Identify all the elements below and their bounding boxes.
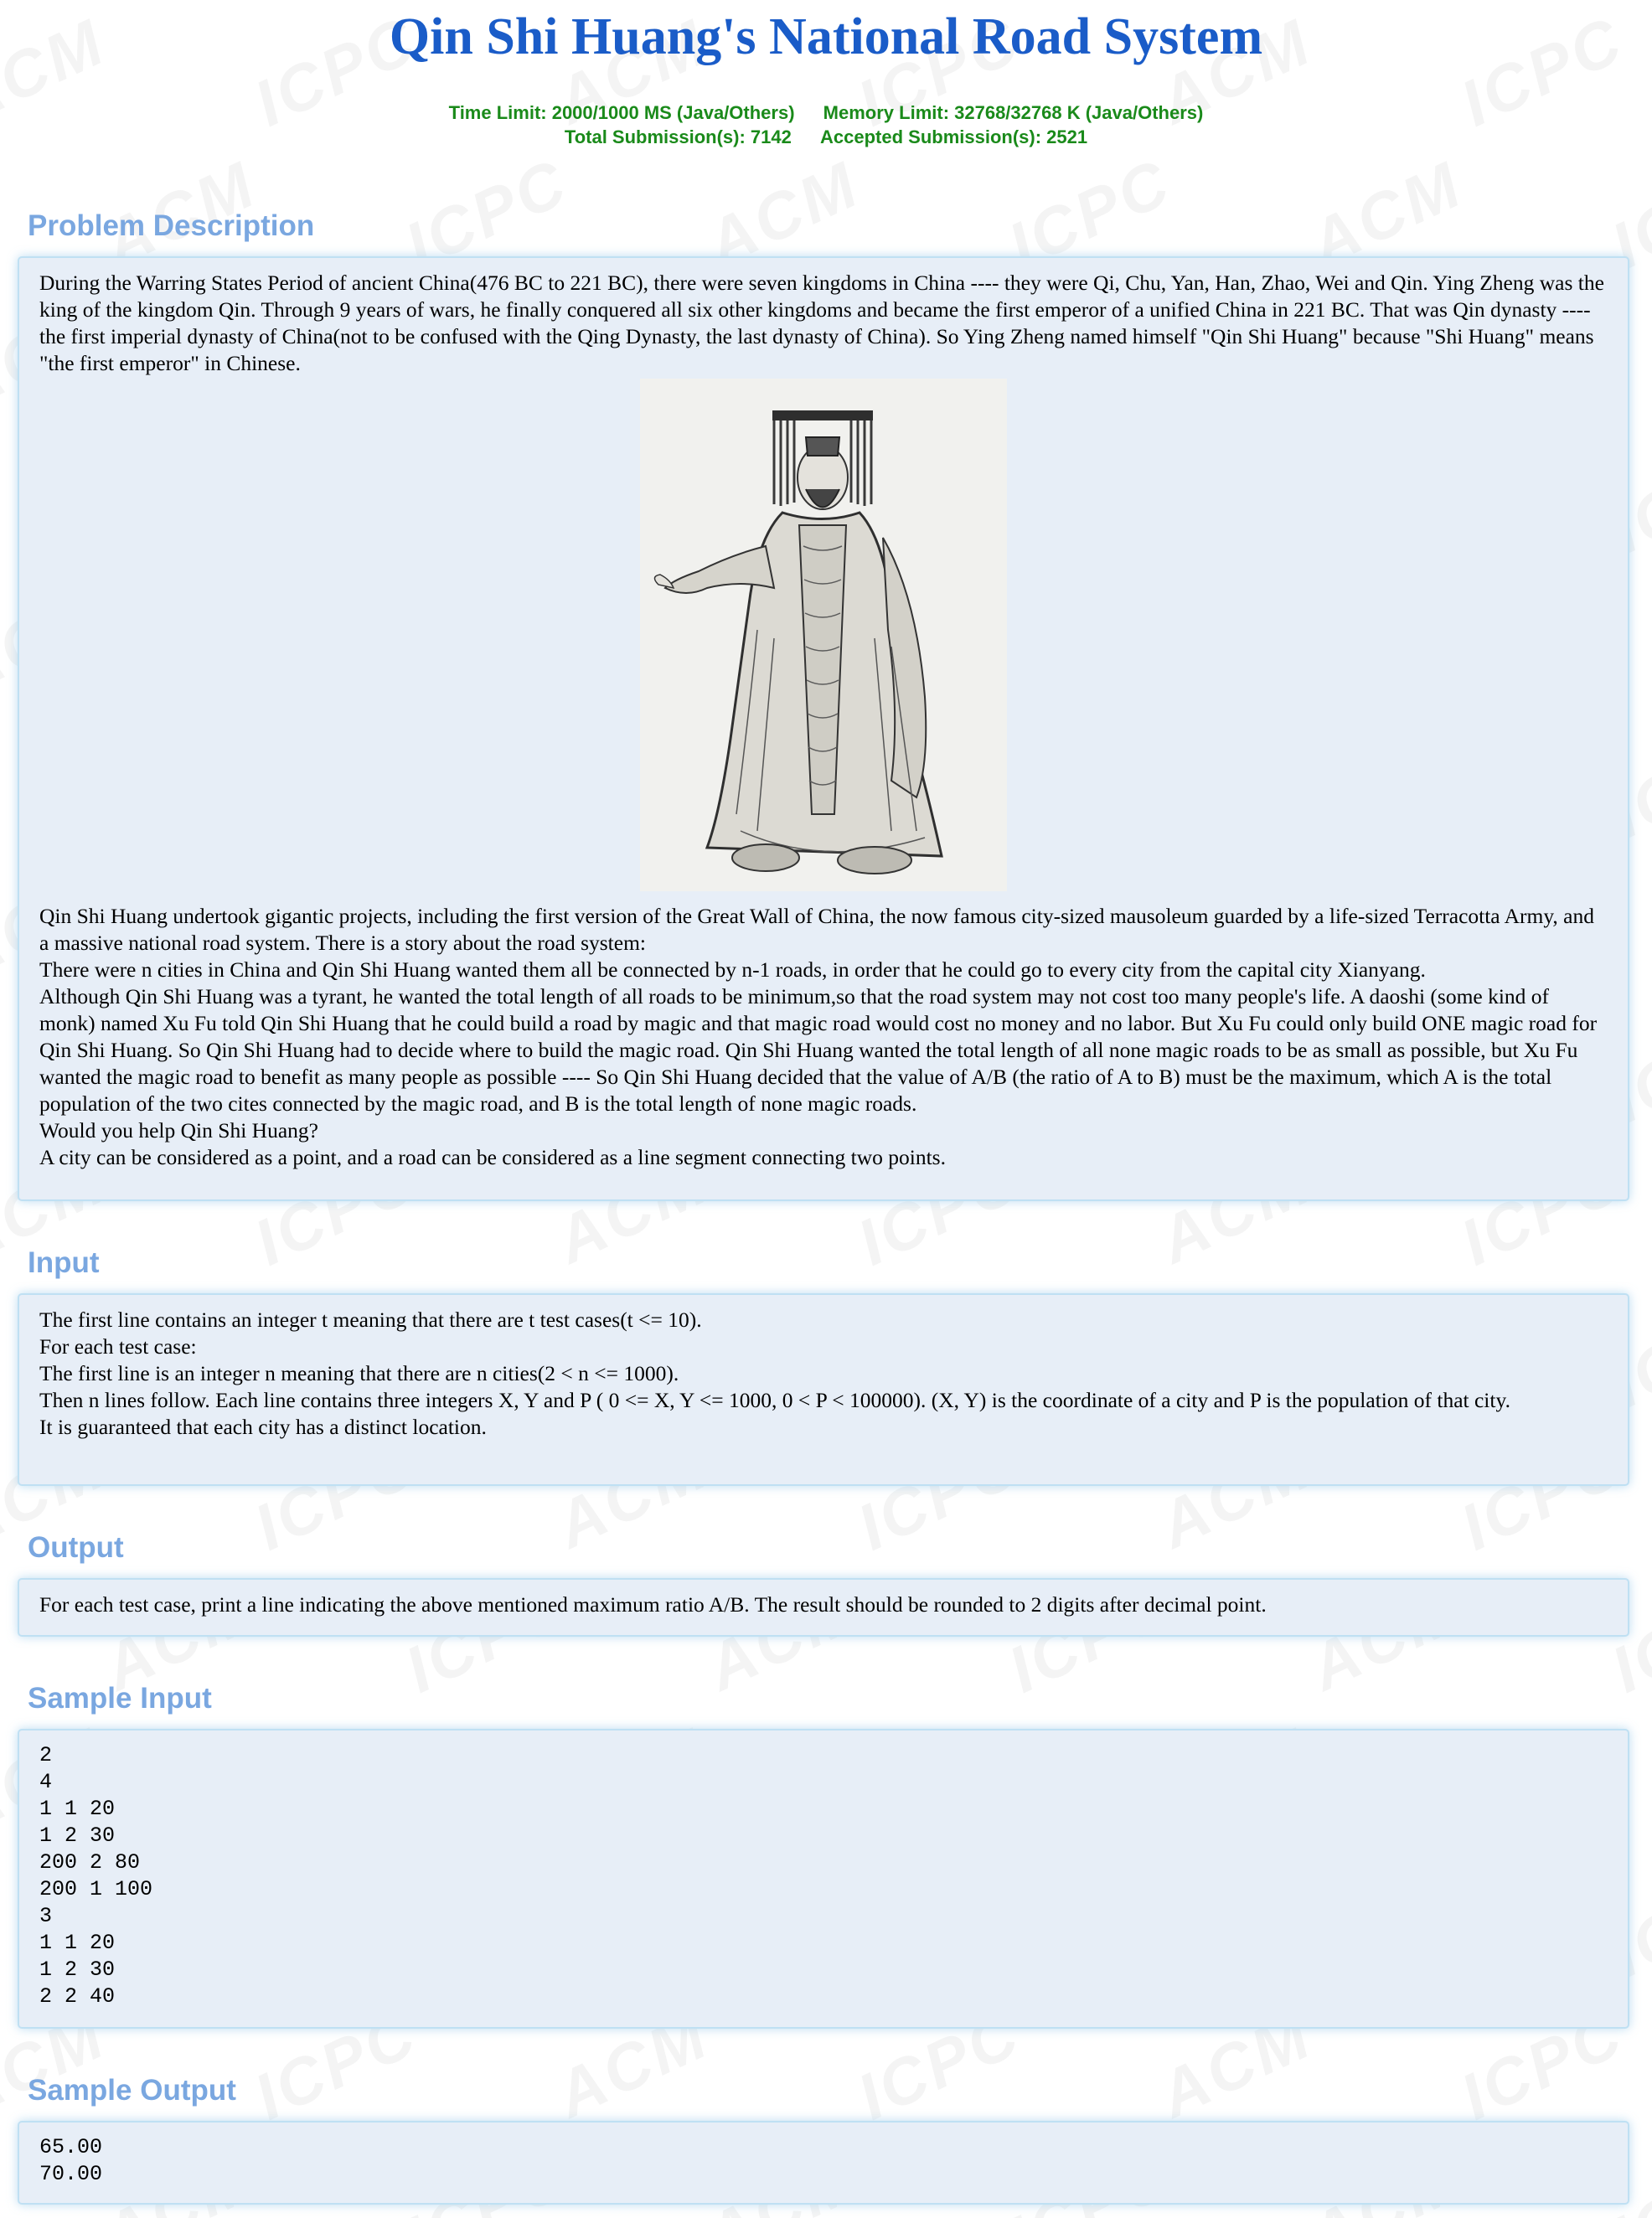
input-line: The first line contains an integer t meaning that there are t test cases(t <= 10). (39, 1308, 702, 1332)
input-line: The first line is an integer n meaning that there are n cities(2 < n <= 1000). (39, 1361, 679, 1385)
description-paragraph: There were n cities in China and Qin Shi Huang wanted them all be connected by n-1 roads, in order that he could go to every city from the capital city Xianyang. (39, 957, 1426, 982)
sample-output-heading: Sample Output (28, 2074, 236, 2107)
output-text: For each test case, print a line indicating the above mentioned maximum ratio A/B. The result should be rounded to 2 digits after decimal point. (39, 1592, 1267, 1617)
problem-title: Qin Shi Huang's National Road System (389, 8, 1263, 65)
input-heading: Input (28, 1246, 100, 1279)
description-paragraph: A city can be considered as a point, and a road can be considered as a line segment connecting two points. (39, 1145, 946, 1169)
description-paragraph: Although Qin Shi Huang was a tyrant, he wanted the total length of all roads to be minimum,so that the road system may not cost too many people's life. A daoshi (some kind of monk) named Xu Fu told Qin Shi Huang that he could build a road by magic and that magic road would cost no money and no labor. But Xu Fu could only build ONE magic road for Qin Shi Huang. So Qin Shi Huang had to decide where to build the magic road. Qin Shi Huang wanted the total length of all none magic roads to be as small as possible, but Xu Fu wanted the magic road to benefit as many people as possible ---- So Qin Shi Huang decided that the value of A/B (the ratio of A to B) must be the maximum, which A is the total population of the two cites connected by the magic road, and B is the total length of none magic roads. (39, 984, 1598, 1116)
input-line: Then n lines follow. Each line contains three integers X, Y and P ( 0 <= X, Y <= 1000, 0 < P < 100000). (X, Y) is the coordinate of a city and P is the population of that city. (39, 1388, 1510, 1412)
sample-input-heading: Sample Input (28, 1682, 212, 1715)
problem-description-panel (18, 256, 1629, 1201)
sample-output-code: 65.00 70.00 (39, 2135, 103, 2186)
accepted-submissions: Accepted Submission(s): 2521 (820, 126, 1088, 147)
sample-input-code: 2 4 1 1 20 1 2 30 200 2 80 200 1 100 3 1 1 20 1 2 30 2 2 40 (39, 1743, 153, 2009)
description-paragraph: Would you help Qin Shi Huang? (39, 1118, 318, 1143)
input-panel (18, 1293, 1629, 1486)
input-line: For each test case: (39, 1334, 197, 1359)
output-heading: Output (28, 1531, 124, 1564)
memory-limit: Memory Limit: 32768/32768 K (Java/Others) (823, 102, 1204, 123)
sample-input-panel (18, 1729, 1629, 2029)
problem-limits (0, 101, 1652, 149)
sample-output-panel (18, 2121, 1629, 2205)
total-submissions: Total Submission(s): 7142 (564, 126, 792, 147)
output-panel (18, 1578, 1629, 1637)
time-limit: Time Limit: 2000/1000 MS (Java/Others) (448, 102, 795, 123)
input-line: It is guaranteed that each city has a distinct location. (39, 1415, 487, 1439)
description-paragraph: During the Warring States Period of ancient China(476 BC to 221 BC), there were seven kingdoms in China ---- they were Qi, Chu, Yan, Han, Zhao, Wei and Qin. Ying Zheng was the king of the kingdom Qin. Through 9 years of wars, he finally conquered all six other kingdoms and became the first emperor of a unified China in 221 BC. That was Qin dynasty ---- the first imperial dynasty of China(not to be confused with the Qing Dynasty, the last dynasty of China). So Ying Zheng named himself "Qin Shi Huang" because "Shi Huang" means "the first emperor" in Chinese. (39, 271, 1604, 375)
problem-description-heading: Problem Description (28, 209, 315, 242)
description-paragraph: Qin Shi Huang undertook gigantic projects, including the first version of the Great Wall of China, the now famous city-sized mausoleum guarded by a life-sized Terracotta Army, and a massive national road system. There is a story about the road system: (39, 904, 1594, 955)
qin-shi-huang-portrait-image (640, 379, 1007, 891)
